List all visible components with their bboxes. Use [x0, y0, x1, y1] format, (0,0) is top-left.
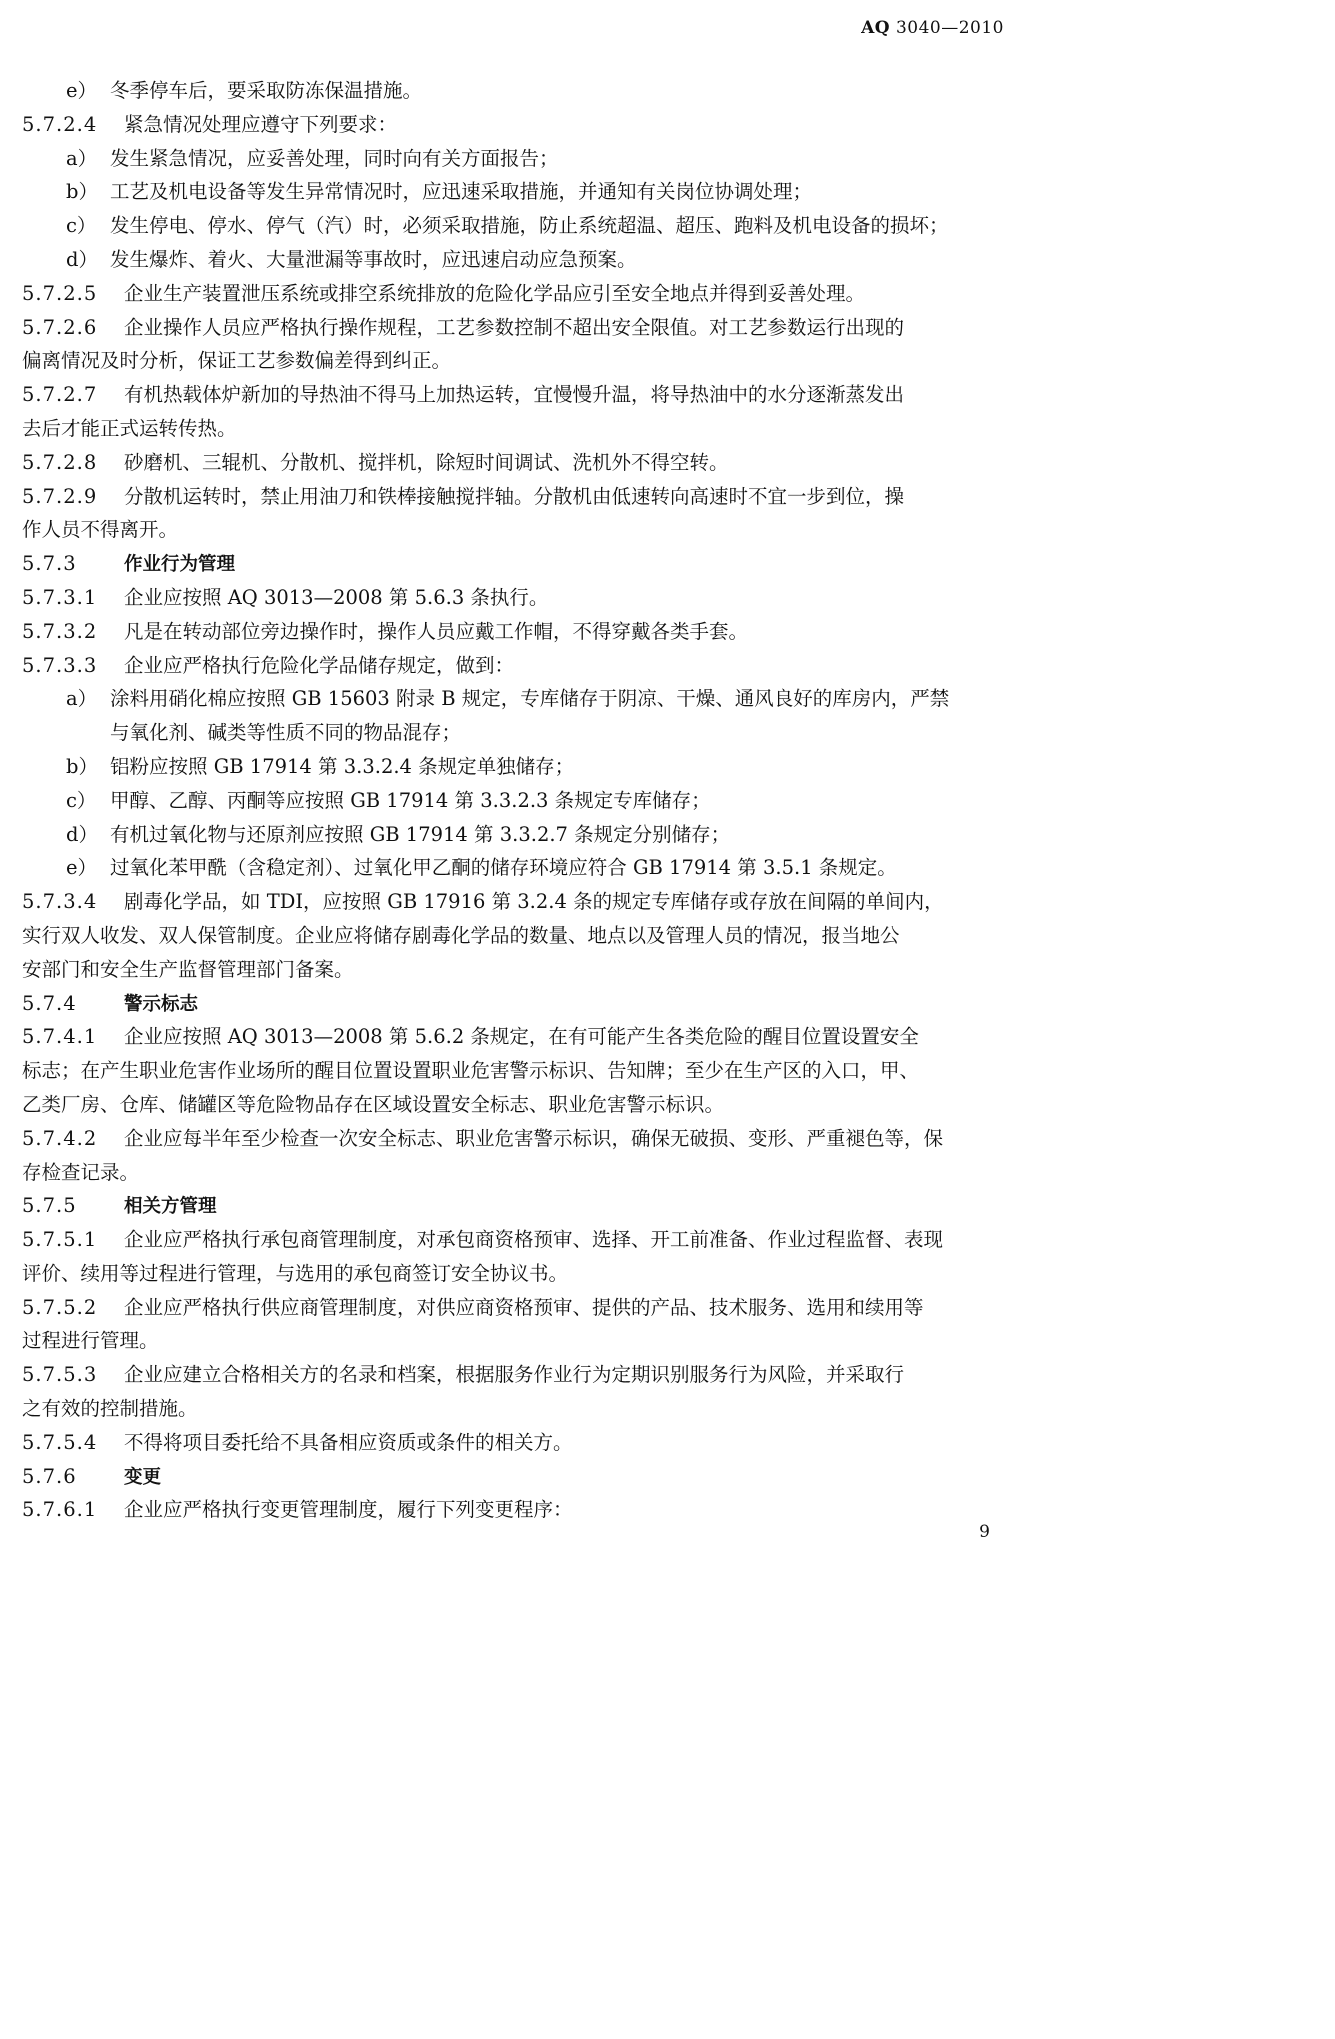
clause-paragraph: [22, 649, 1002, 683]
list-item: [22, 818, 1002, 852]
line-text: 企业应每半年至少检查一次安全标志、职业危害警示标识，确保无破损、变形、严重褪色等，保: [124, 1126, 944, 1150]
clause-number: 5.7.5: [22, 1194, 77, 1218]
line-text: 企业应严格执行危险化学品储存规定，做到：: [124, 653, 515, 677]
clause-paragraph: [22, 1358, 1002, 1392]
clause-number: 5.7.5.4: [22, 1430, 98, 1454]
paragraph-continuation: [22, 1257, 1002, 1291]
clause-paragraph: [22, 446, 1002, 480]
line-text: 与氧化剂、碱类等性质不同的物品混存；: [110, 721, 462, 745]
line-text: 之有效的控制措施。: [22, 1397, 198, 1421]
line-text: 偏离情况及时分析，保证工艺参数偏差得到纠正。: [22, 349, 452, 373]
line-text: 存检查记录。: [22, 1160, 140, 1184]
list-item: [22, 74, 1002, 108]
clause-paragraph: [22, 378, 1002, 412]
list-item-label: b）: [66, 754, 98, 778]
list-item: [22, 851, 1002, 885]
standard-prefix: AQ: [861, 18, 891, 38]
line-text: 剧毒化学品，如 TDI，应按照 GB 17916 第 3.2.4 条的规定专库储存或存放在间隔的单间内，: [124, 890, 944, 914]
clause-paragraph: [22, 108, 1002, 142]
section-heading: [22, 547, 1002, 581]
clause-number: 5.7.2.9: [22, 484, 98, 508]
line-text: 实行双人收发、双人保管制度。企业应将储存剧毒化学品的数量、地点以及管理人员的情况，报当地公: [22, 923, 900, 947]
line-text: 作人员不得离开。: [22, 518, 179, 542]
clause-paragraph: [22, 480, 1002, 514]
list-item-label: a）: [66, 146, 98, 170]
standard-number: 3040—2010: [890, 18, 1004, 38]
line-text: 有机过氧化物与还原剂应按照 GB 17914 第 3.3.2.7 条规定分别储存；: [110, 822, 731, 846]
clause-number: 5.7.3.2: [22, 619, 98, 643]
line-text: 分散机运转时，禁止用油刀和铁棒接触搅拌轴。分散机由低速转向高速时不宜一步到位，操: [124, 484, 905, 508]
line-text: 铝粉应按照 GB 17914 第 3.3.2.4 条规定单独储存；: [110, 754, 575, 778]
page-number: 9: [979, 1522, 990, 1542]
section-heading: [22, 987, 1002, 1021]
document-body: [22, 74, 1002, 1527]
list-item-label: c）: [66, 214, 97, 238]
line-text: 发生爆炸、着火、大量泄漏等事故时，应迅速启动应急预案。: [110, 247, 637, 271]
list-item-label: a）: [66, 687, 98, 711]
clause-number: 5.7.3: [22, 552, 77, 576]
list-item: [22, 175, 1002, 209]
line-text: 砂磨机、三辊机、分散机、搅拌机，除短时间调试、洗机外不得空转。: [124, 450, 729, 474]
list-item: [22, 243, 1002, 277]
line-text: 企业应按照 AQ 3013—2008 第 5.6.3 条执行。: [124, 585, 549, 609]
standard-code-header: [861, 18, 1004, 38]
clause-number: 5.7.2.6: [22, 315, 98, 339]
line-text: 过程进行管理。: [22, 1329, 159, 1353]
line-text: 工艺及机电设备等发生异常情况时，应迅速采取措施，并通知有关岗位协调处理；: [110, 180, 813, 204]
line-text: 企业应建立合格相关方的名录和档案，根据服务作业行为定期识别服务行为风险，并采取行: [124, 1363, 905, 1387]
line-text: 企业应严格执行供应商管理制度，对供应商资格预审、提供的产品、技术服务、选用和续用等: [124, 1295, 924, 1319]
clause-paragraph: [22, 615, 1002, 649]
clause-number: 5.7.2.5: [22, 281, 98, 305]
clause-number: 5.7.5.3: [22, 1363, 98, 1387]
list-item-label: c）: [66, 788, 97, 812]
clause-number: 5.7.5.2: [22, 1295, 98, 1319]
clause-paragraph: [22, 581, 1002, 615]
clause-number: 5.7.3.4: [22, 890, 98, 914]
line-text: 凡是在转动部位旁边操作时，操作人员应戴工作帽，不得穿戴各类手套。: [124, 619, 749, 643]
list-item: [22, 750, 1002, 784]
list-item: [22, 784, 1002, 818]
line-text: 不得将项目委托给不具备相应资质或条件的相关方。: [124, 1430, 573, 1454]
clause-number: 5.7.2.7: [22, 383, 98, 407]
clause-paragraph: [22, 1020, 1002, 1054]
heading-text: 相关方管理: [124, 1196, 217, 1218]
list-item-label: d）: [66, 822, 98, 846]
clause-number: 5.7.6: [22, 1464, 77, 1488]
heading-text: 作业行为管理: [124, 554, 236, 576]
list-item: [22, 209, 1002, 243]
paragraph-continuation: [22, 412, 1002, 446]
line-text: 评价、续用等过程进行管理，与选用的承包商签订安全协议书。: [22, 1261, 569, 1285]
list-item-label: e）: [66, 79, 98, 102]
line-text: 紧急情况处理应遵守下列要求：: [124, 112, 398, 136]
clause-number: 5.7.4.2: [22, 1126, 98, 1150]
clause-number: 5.7.4: [22, 991, 77, 1015]
paragraph-continuation: [22, 919, 1002, 953]
paragraph-continuation: [22, 1088, 1002, 1122]
line-text: 冬季停车后，要采取防冻保温措施。: [110, 79, 423, 102]
clause-number: 5.7.3.1: [22, 585, 98, 609]
list-item-label: e）: [66, 856, 98, 880]
clause-number: 5.7.5.1: [22, 1228, 98, 1252]
list-item-label: d）: [66, 247, 98, 271]
clause-paragraph: [22, 1122, 1002, 1156]
line-text: 企业生产装置泄压系统或排空系统排放的危险化学品应引至安全地点并得到妥善处理。: [124, 281, 866, 305]
list-item: [22, 142, 1002, 176]
line-text: 发生紧急情况，应妥善处理，同时向有关方面报告；: [110, 146, 559, 170]
line-text: 涂料用硝化棉应按照 GB 15603 附录 B 规定，专库储存于阴凉、干燥、通风良好的库房内，严禁: [110, 687, 950, 711]
section-heading: [22, 1189, 1002, 1223]
line-text: 乙类厂房、仓库、储罐区等危险物品存在区域设置安全标志、职业危害警示标识。: [22, 1092, 725, 1116]
line-text: 过氧化苯甲酰（含稳定剂）、过氧化甲乙酮的储存环境应符合 GB 17914 第 3.5.1 条规定。: [110, 856, 897, 880]
clause-number: 5.7.6.1: [22, 1498, 98, 1522]
clause-paragraph: [22, 885, 1002, 919]
list-item-label: b）: [66, 180, 98, 204]
section-heading: [22, 1460, 1002, 1494]
paragraph-continuation: [22, 953, 1002, 987]
line-text: 企业应严格执行变更管理制度，履行下列变更程序：: [124, 1498, 573, 1522]
line-text: 去后才能正式运转传热。: [22, 416, 237, 440]
clause-number: 5.7.3.3: [22, 653, 98, 677]
paragraph-continuation: [22, 1054, 1002, 1088]
list-item-continuation: [22, 716, 1002, 750]
line-text: 企业应严格执行承包商管理制度，对承包商资格预审、选择、开工前准备、作业过程监督、表现: [124, 1228, 944, 1252]
paragraph-continuation: [22, 1392, 1002, 1426]
line-text: 安部门和安全生产监督管理部门备案。: [22, 957, 354, 981]
line-text: 甲醇、乙醇、丙酮等应按照 GB 17914 第 3.3.2.3 条规定专库储存；: [110, 788, 711, 812]
list-item: [22, 682, 1002, 716]
line-text: 有机热载体炉新加的导热油不得马上加热运转，宜慢慢升温，将导热油中的水分逐渐蒸发出: [124, 383, 905, 407]
heading-text: 警示标志: [124, 993, 199, 1015]
line-text: 发生停电、停水、停气（汽）时，必须采取措施，防止系统超温、超压、跑料及机电设备的损坏；: [110, 214, 949, 238]
clause-number: 5.7.2.8: [22, 450, 98, 474]
clause-paragraph: [22, 1493, 1002, 1527]
heading-text: 变更: [124, 1466, 162, 1488]
clause-paragraph: [22, 277, 1002, 311]
clause-paragraph: [22, 311, 1002, 345]
clause-paragraph: [22, 1291, 1002, 1325]
clause-number: 5.7.2.4: [22, 112, 98, 136]
line-text: 标志；在产生职业危害作业场所的醒目位置设置职业危害警示标识、告知牌；至少在生产区的入口，甲、: [22, 1059, 920, 1083]
paragraph-continuation: [22, 344, 1002, 378]
paragraph-continuation: [22, 1324, 1002, 1358]
clause-paragraph: [22, 1426, 1002, 1460]
paragraph-continuation: [22, 1156, 1002, 1190]
line-text: 企业操作人员应严格执行操作规程，工艺参数控制不超出安全限值。对工艺参数运行出现的: [124, 315, 905, 339]
line-text: 企业应按照 AQ 3013—2008 第 5.6.2 条规定，在有可能产生各类危险的醒目位置设置安全: [124, 1025, 919, 1049]
paragraph-continuation: [22, 513, 1002, 547]
clause-number: 5.7.4.1: [22, 1025, 98, 1049]
clause-paragraph: [22, 1223, 1002, 1257]
